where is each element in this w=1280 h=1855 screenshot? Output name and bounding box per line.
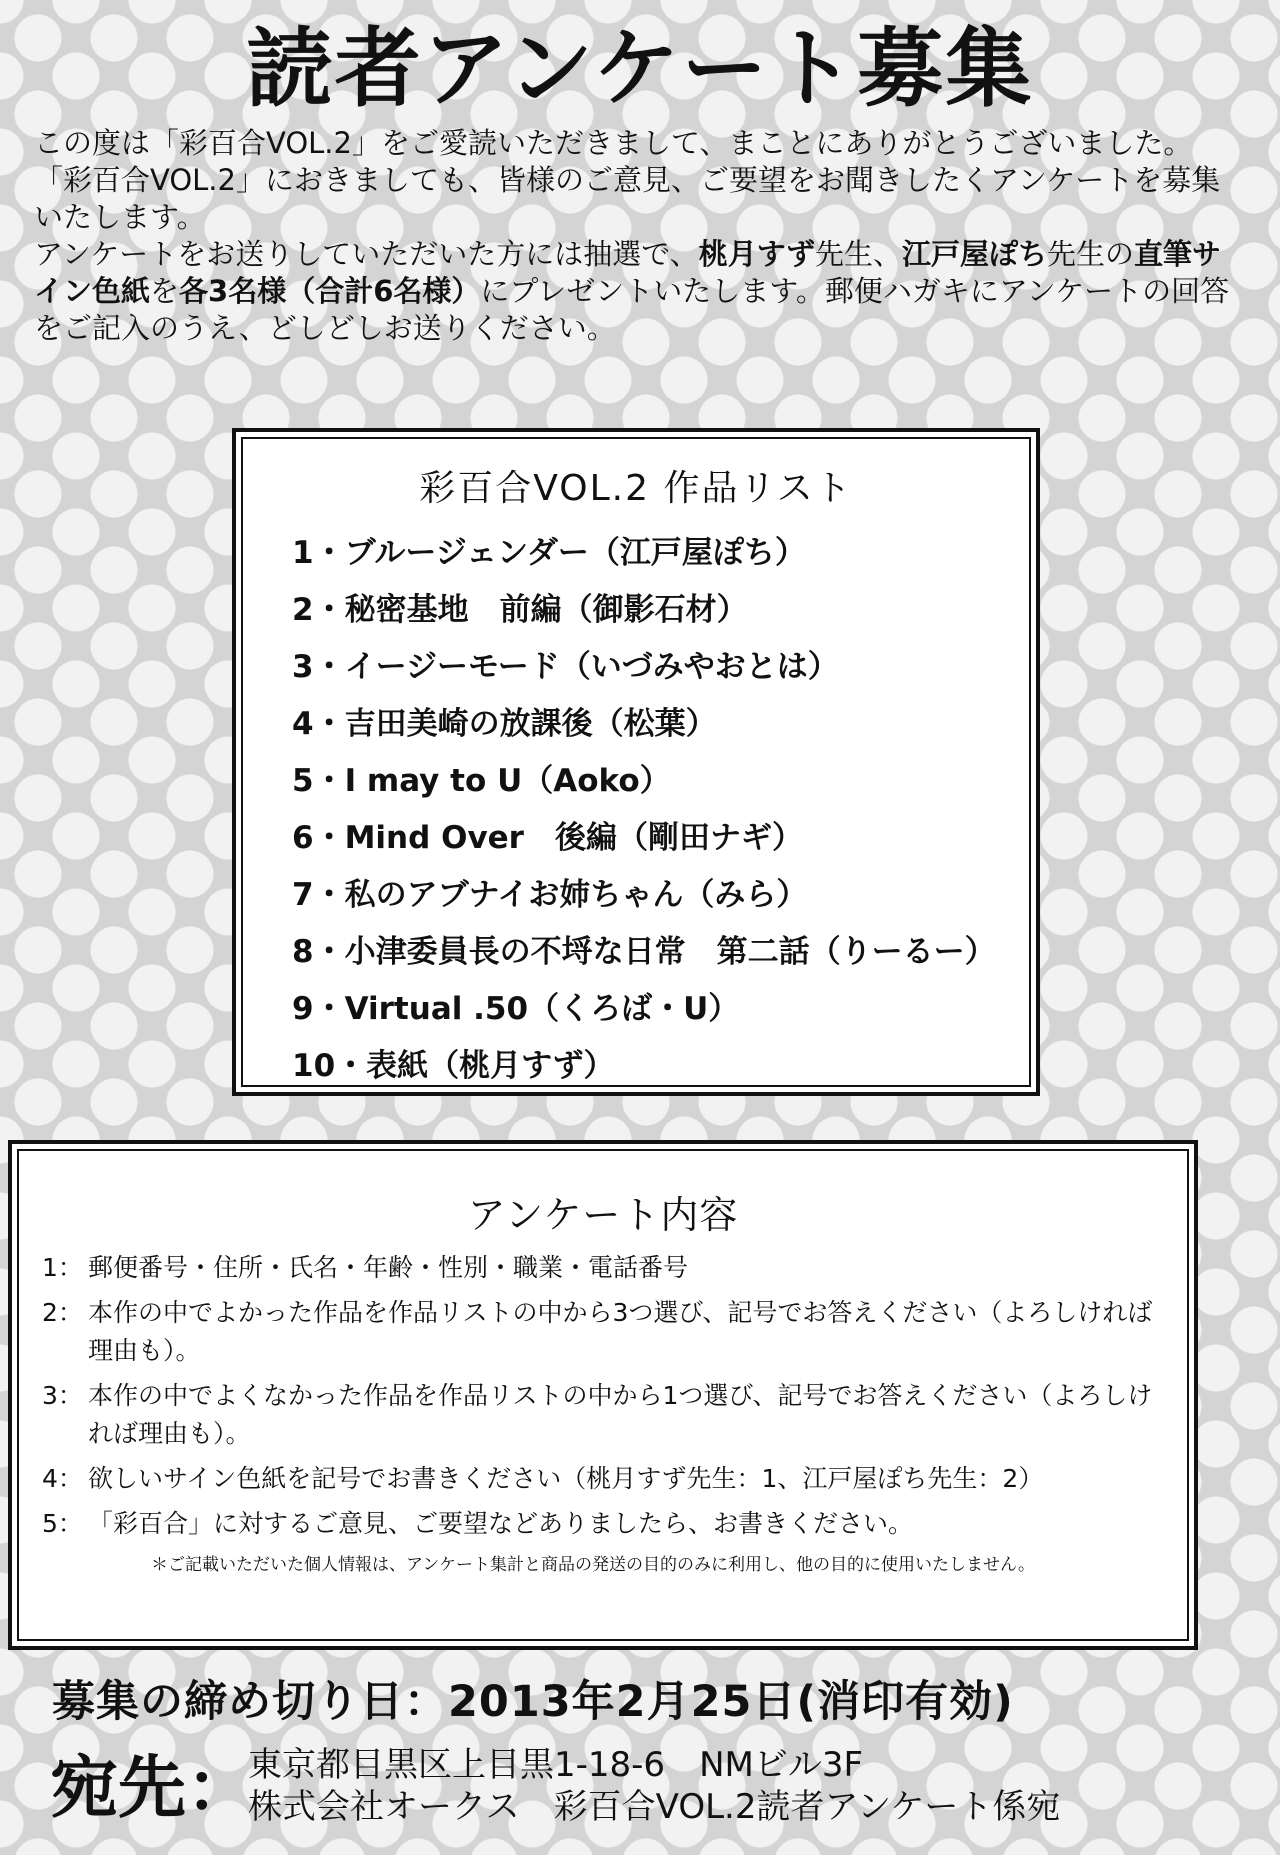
privacy-note: ＊ご記載いただいた個人情報は、アンケート集計と商品の発送の目的のみに利用し、他の目的に使用いたしません。 — [151, 1555, 1035, 1575]
page-title: 読者アンケート募集 — [246, 19, 1034, 119]
question-number: 3： — [42, 1381, 83, 1410]
list-item: 7・私のアブナイお姉ちゃん（みら） — [292, 877, 808, 913]
intro-text-span: を — [150, 274, 180, 308]
list-item: 3・イージーモード（いづみやおとは） — [292, 649, 839, 685]
intro-text-span: にプレゼントいたします。郵便ハガキにアンケートの回答をご記入のうえ、どしどしお送りください。 — [34, 274, 1230, 345]
address-line-2: 株式会社オークス 彩百合VOL.2読者アンケート係宛 — [248, 1787, 1061, 1827]
list-item: 5・I may to U（Aoko） — [292, 763, 671, 799]
survey-box — [8, 1140, 1198, 1650]
intro-paragraph-3 — [34, 236, 1244, 347]
list-item: 1・ブルージェンダー（江戸屋ぽち） — [292, 535, 806, 571]
question-text: 郵便番号・住所・氏名・年齢・性別・職業・電話番号 — [88, 1253, 689, 1282]
work-list-title: 彩百合VOL.2 作品リスト — [419, 468, 853, 509]
question-number: 5： — [42, 1509, 83, 1538]
survey-title: アンケート内容 — [467, 1193, 739, 1237]
survey-question-list — [42, 1249, 1194, 1543]
survey-question-1 — [42, 1249, 1194, 1287]
intro-paragraph-1: この度は「彩百合VOL.2」をご愛読いただきまして、まことにありがとうございました。 — [34, 126, 1193, 160]
question-text: 「彩百合」に対するご意見、ご要望などありましたら、お書きください。 — [88, 1509, 914, 1538]
author-name-edoya: 江戸屋ぽち — [902, 237, 1048, 271]
question-number: 4： — [42, 1464, 83, 1493]
work-list — [292, 525, 1036, 1095]
list-item: 2・秘密基地 前編（御影石材） — [292, 592, 748, 628]
question-text: 本作の中でよかった作品を作品リストの中から3つ選び、記号でお答えください（よろしければ理由も）。 — [88, 1298, 1153, 1365]
intro-text-span: 先生の — [1047, 237, 1135, 271]
prize-name: 直筆サイン色紙 — [34, 237, 1222, 308]
question-number: 1： — [42, 1253, 83, 1282]
list-item: 6・Mind Over 後編（剛田ナギ） — [292, 820, 803, 856]
question-number: 2： — [42, 1298, 83, 1327]
prize-count: 各3名様（合計6名様） — [179, 274, 481, 308]
work-list-box — [232, 428, 1040, 1096]
intro-text-span: 先生、 — [814, 237, 902, 271]
author-name-momotsuki: 桃月すず — [698, 237, 815, 271]
deadline-text: 募集の締め切り日：2013年2月25日(消印有効) — [52, 1677, 1014, 1727]
address-label: 宛先： — [50, 1749, 255, 1828]
intro-text — [34, 125, 1244, 347]
list-item: 8・小津委員長の不埒な日常 第二話（りーるー） — [292, 934, 996, 970]
list-item: 10・表紙（桃月すず） — [292, 1048, 615, 1084]
list-item: 4・吉田美崎の放課後（松葉） — [292, 706, 717, 742]
list-item: 9・Virtual .50（くろば・U） — [292, 991, 740, 1027]
address-line-1: 東京都目黒区上目黒1-18-6 NMビル3F — [248, 1745, 864, 1785]
question-text: 本作の中でよくなかった作品を作品リストの中から1つ選び、記号でお答えください（よろしければ理由も）。 — [88, 1381, 1153, 1448]
survey-question-2 — [42, 1294, 1194, 1370]
intro-text-span: アンケートをお送りしていただいた方には抽選で、 — [34, 237, 699, 271]
survey-question-4 — [42, 1460, 1194, 1498]
survey-question-3 — [42, 1377, 1194, 1453]
question-text: 欲しいサイン色紙を記号でお書きください（桃月すず先生：1、江戸屋ぽち先生：2） — [88, 1464, 1044, 1493]
survey-question-5 — [42, 1505, 1194, 1543]
address-block — [248, 1744, 1060, 1828]
intro-paragraph-2: 「彩百合VOL.2」におきましても、皆様のご意見、ご要望をお聞きしたくアンケートを募集いたします。 — [34, 163, 1221, 234]
